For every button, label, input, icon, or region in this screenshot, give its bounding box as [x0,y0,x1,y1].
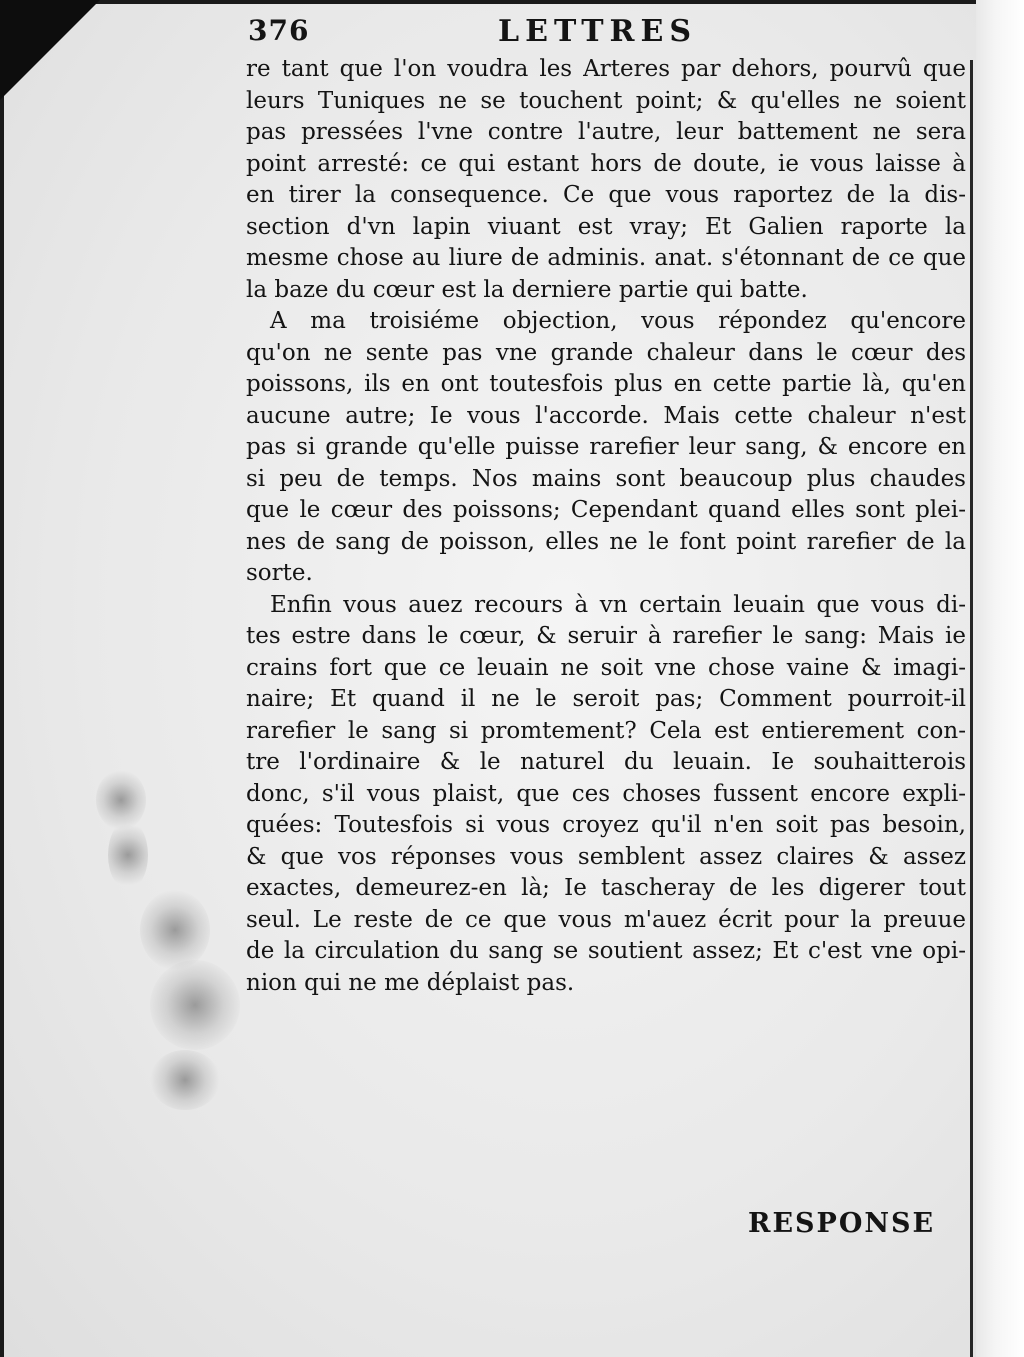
text-line: rarefier le sang si promtement? Cela est entierement con- [246,717,966,744]
text-line: quées: Toutesfois si vous croyez qu'il n'en soit pas besoin, [246,812,966,838]
text-line: que le cœur des poissons; Cependant quand elles sont plei- [246,497,966,523]
text-line: donc, s'il vous plaist, que ces choses fussent encore expli- [246,780,966,807]
text-line: tre l'ordinaire & le naturel du leuain. Ie souhaitterois [246,749,966,775]
text-line: qu'on ne sente pas vne grande chaleur dans le cœur des [246,339,966,366]
text-line: si peu de temps. Nos mains sont beaucoup plus chaudes [246,465,966,492]
ink-smudge [150,1050,220,1110]
ink-smudge [150,960,240,1050]
text-line: aucune autre; Ie vous l'accorde. Mais cette chaleur n'est [246,402,966,429]
text-line: section d'vn lapin viuant est vray; Et Galien raporte la [246,213,966,240]
page-number: 376 [248,14,310,47]
ink-smudge [140,890,210,970]
text-line: exactes, demeurez-en là; Ie tascheray de les digerer tout [246,875,966,901]
text-line: point arresté: ce qui estant hors de doute, ie vous laisse à [246,150,966,177]
running-head: LETTRES [498,14,698,49]
scan-border-top [0,0,1024,4]
text-line: mesme chose au liure de adminis. anat. s'étonnant de ce que [246,245,966,271]
paragraph-start: A ma troisiéme objection, vous répondez qu'encore [270,308,966,334]
text-line: pas si grande qu'elle puisse rarefier leur sang, & encore en [246,434,966,460]
text-line: nion qui ne me déplaist pas. [246,969,575,996]
text-line: & que vos réponses vous semblent assez claires & assez [246,843,966,870]
text-line: seul. Le reste de ce que vous m'auez écrit pour la preuue [246,906,966,933]
text-line: pas pressées l'vne contre l'autre, leur battement ne sera [246,119,966,145]
scan-corner-shadow [0,0,100,100]
page-margin-right [976,0,1024,1357]
text-line: de la circulation du sang se soutient assez; Et c'est vne opi- [246,938,966,964]
page-edge-line [970,60,973,1357]
page-header [248,14,968,54]
text-line: re tant que l'on voudra les Arteres par dehors, pourvû que [246,56,966,82]
text-line: nes de sang de poisson, elles ne le font point rarefier de la [246,528,966,555]
catchword: RESPONSE [748,1208,936,1239]
text-line: la baze du cœur est la derniere partie qui batte. [246,276,808,303]
text-line: poissons, ils en ont toutesfois plus en cette partie là, qu'en [246,371,966,397]
paragraph-start: Enfin vous auez recours à vn certain leuain que vous di- [270,591,966,618]
text-line: en tirer la consequence. Ce que vous raportez de la dis- [246,182,966,208]
text-line: leurs Tuniques ne se touchent point; & qu'elles ne soient [246,87,966,114]
text-line: naire; Et quand il ne le seroit pas; Comment pourroit-il [246,686,966,712]
text-line: crains fort que ce leuain ne soit vne chose vaine & imagi- [246,654,966,681]
letter-text [246,54,966,999]
ink-smudge [108,820,148,890]
scan-border-left [0,0,4,1357]
text-line: sorte. [246,560,313,586]
text-line: tes estre dans le cœur, & seruir à rarefier le sang: Mais ie [246,623,966,649]
